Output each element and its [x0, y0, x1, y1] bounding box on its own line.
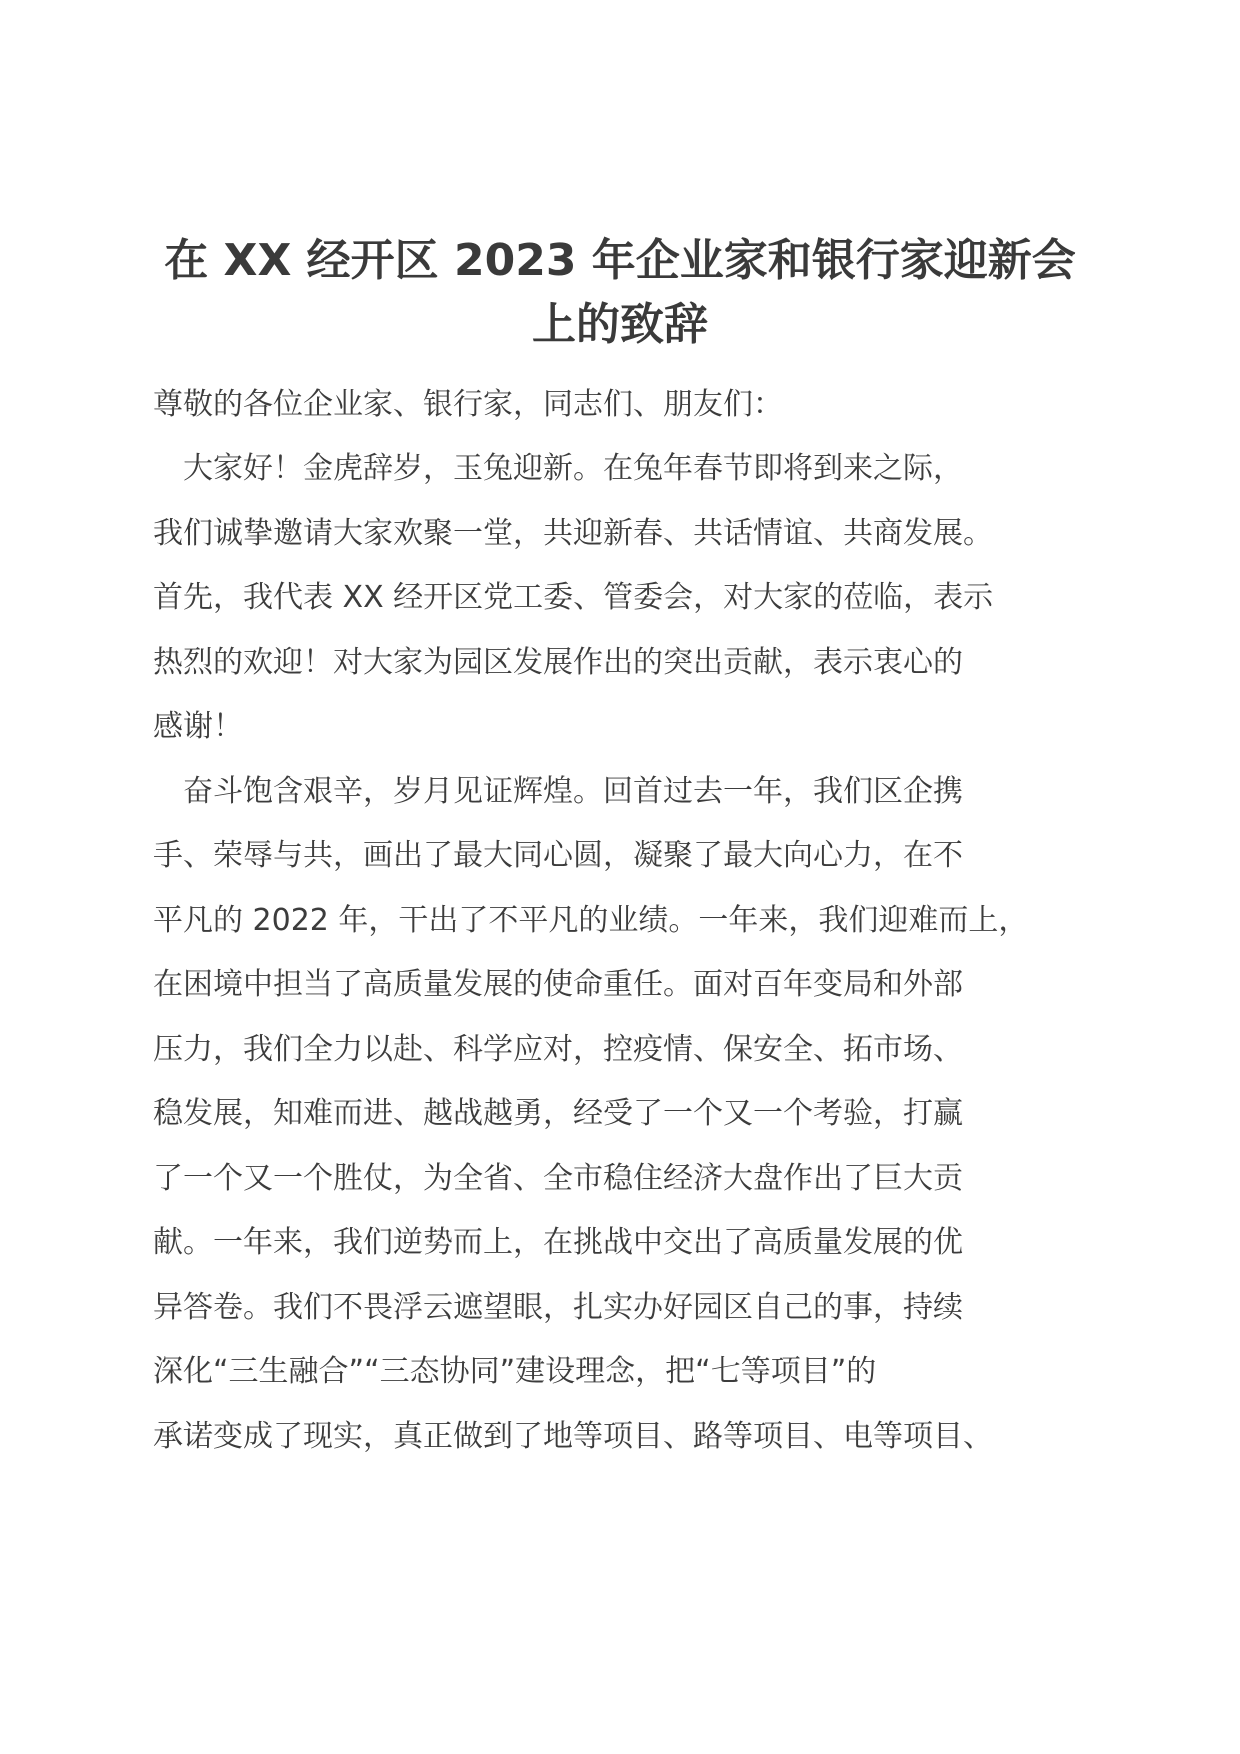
body-line: 手、荣辱与共，画出了最大同心圆，凝聚了最大向心力，在不	[153, 838, 963, 873]
body-line: 首先，我代表 XX 经开区党工委、管委会，对大家的莅临，表示	[153, 580, 994, 615]
body-line: 平凡的 2022 年，干出了不平凡的业绩。一年来，我们迎难而上，	[153, 903, 1029, 938]
document-title-line-2: 上的致辞	[532, 299, 708, 350]
document-title-line-1: 在 XX 经开区 2023 年企业家和银行家迎新会	[164, 235, 1076, 286]
body-line: 异答卷。我们不畏浮云遮望眼，扎实办好园区自己的事，持续	[153, 1290, 963, 1325]
body-line: 大家好！金虎辞岁，玉兔迎新。在兔年春节即将到来之际，	[153, 451, 963, 486]
body-line: 稳发展，知难而进、越战越勇，经受了一个又一个考验，打赢	[153, 1096, 963, 1131]
body-line: 了一个又一个胜仗，为全省、全市稳住经济大盘作出了巨大贡	[153, 1161, 963, 1196]
body-line: 深化“三生融合”“三态协同”建设理念，把“七等项目”的	[153, 1354, 877, 1389]
body-line: 我们诚挚邀请大家欢聚一堂，共迎新春、共话情谊、共商发展。	[153, 516, 993, 551]
body-line: 奋斗饱含艰辛，岁月见证辉煌。回首过去一年，我们区企携	[153, 774, 963, 809]
body-line: 热烈的欢迎！对大家为园区发展作出的突出贡献，表示衷心的	[153, 645, 963, 680]
body-line: 献。一年来，我们逆势而上，在挑战中交出了高质量发展的优	[153, 1225, 963, 1260]
body-line: 在困境中担当了高质量发展的使命重任。面对百年变局和外部	[153, 967, 963, 1002]
body-line: 压力，我们全力以赴、科学应对，控疫情、保安全、拓市场、	[153, 1032, 963, 1067]
body-line: 承诺变成了现实，真正做到了地等项目、路等项目、电等项目、	[153, 1419, 993, 1454]
salutation-line: 尊敬的各位企业家、银行家，同志们、朋友们：	[153, 387, 783, 422]
body-line: 感谢！	[153, 709, 243, 744]
